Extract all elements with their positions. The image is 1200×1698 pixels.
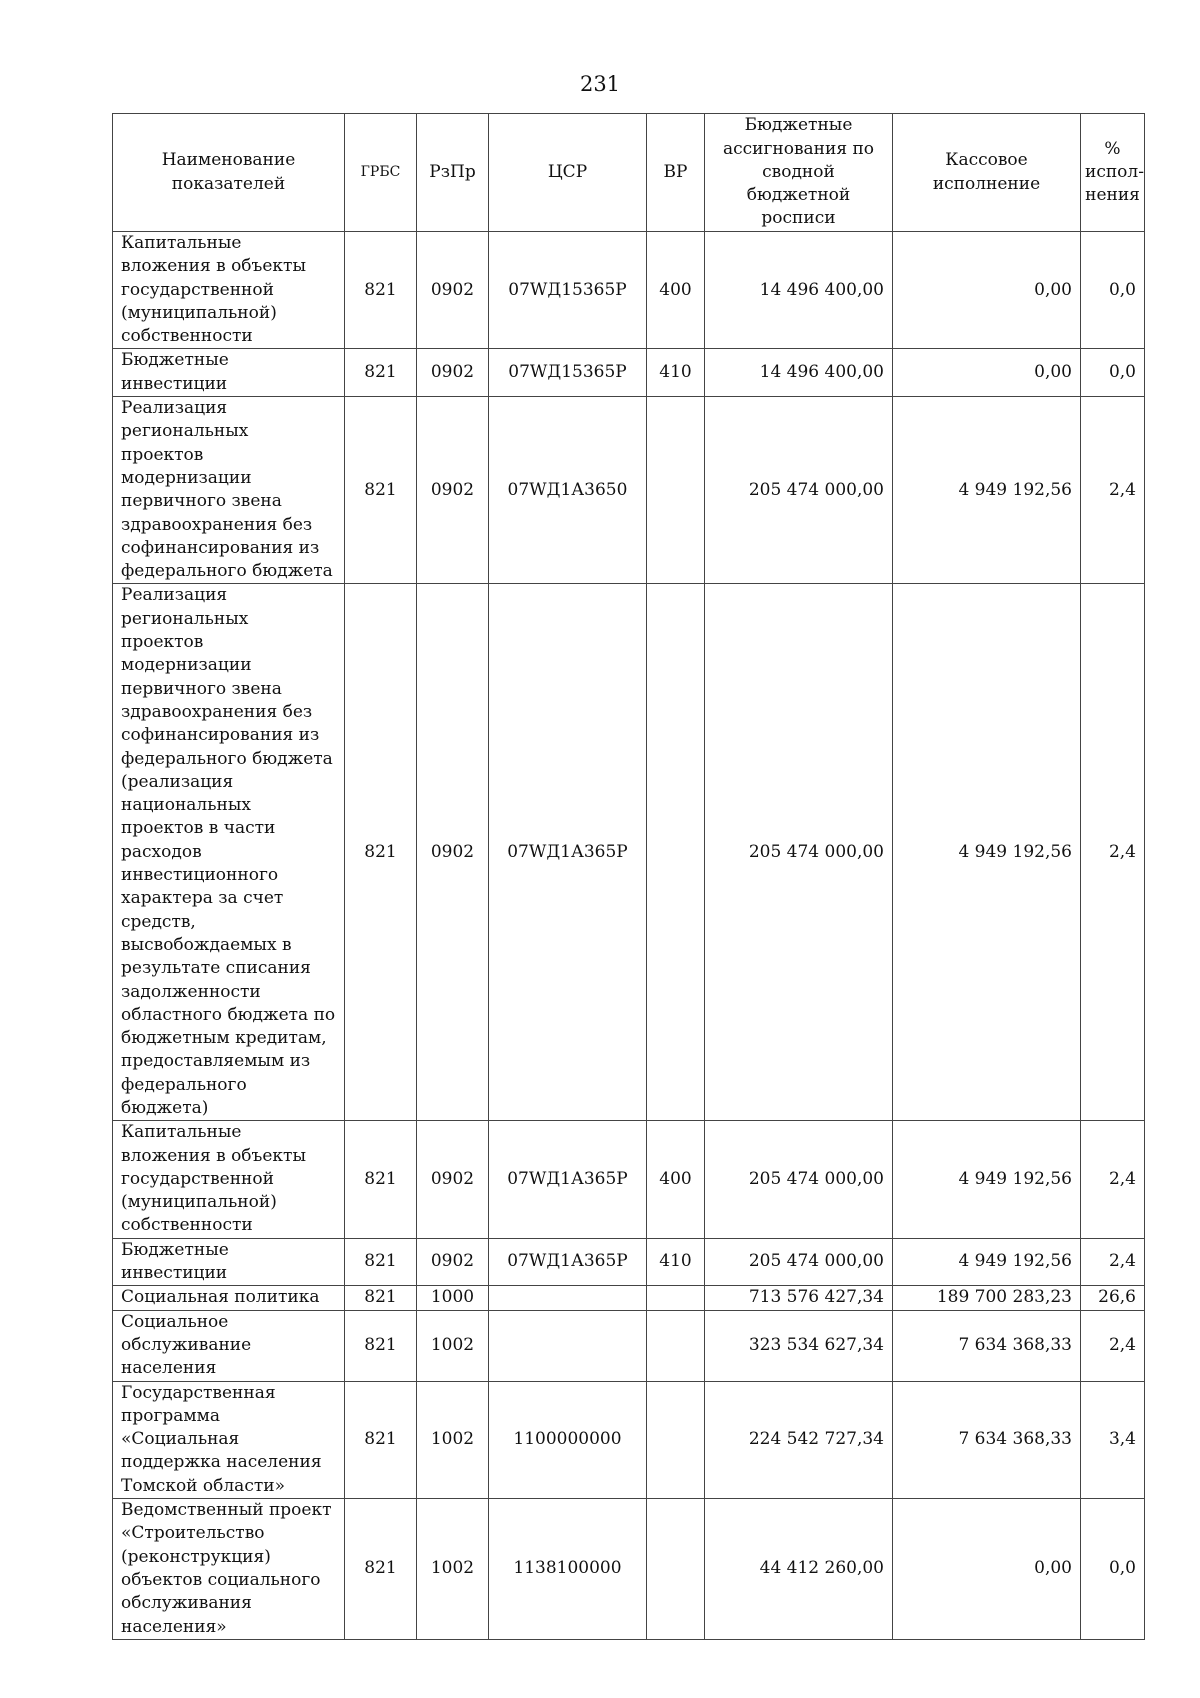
row-vr: 410 (647, 349, 705, 397)
row-budget: 205 474 000,00 (705, 1238, 893, 1286)
row-grbs: 821 (345, 1286, 417, 1310)
row-name: Бюджетные инвестиции (113, 1238, 345, 1286)
row-vr (647, 1499, 705, 1640)
row-vr: 400 (647, 1121, 705, 1238)
header-csr: ЦСР (489, 114, 647, 232)
table-row (113, 1381, 1145, 1498)
row-budget: 14 496 400,00 (705, 349, 893, 397)
row-percent: 0,0 (1081, 349, 1145, 397)
table-body (113, 232, 1145, 1640)
header-grbs: ГРБС (345, 114, 417, 232)
row-name: Ведомственный проект «Строительство (реконструкция) объектов социального обслуживания населения» (113, 1499, 345, 1640)
row-csr: 07WД1А3650 (489, 397, 647, 584)
header-budget: Бюджетные ассигнования по сводной бюджетной росписи (705, 114, 893, 232)
row-name: Государственная программа «Социальная поддержка населения Томской области» (113, 1381, 345, 1498)
row-grbs: 821 (345, 584, 417, 1121)
table-row (113, 349, 1145, 397)
row-cash: 7 634 368,33 (893, 1310, 1081, 1381)
row-cash: 4 949 192,56 (893, 397, 1081, 584)
row-percent: 2,4 (1081, 1121, 1145, 1238)
row-name: Реализация региональных проектов модернизации первичного звена здравоохранения без софинансирования из федерального бюджета (реализация национальных проектов в части расходов инвестиционного характера за счет средств, высвобождаемых в результате списания задолженности областного бюджета по бюджетным кредитам, предоставляемым из федерального бюджета) (113, 584, 345, 1121)
row-csr: 1138100000 (489, 1499, 647, 1640)
row-cash: 4 949 192,56 (893, 584, 1081, 1121)
row-budget: 323 534 627,34 (705, 1310, 893, 1381)
row-vr (647, 1310, 705, 1381)
row-vr: 400 (647, 232, 705, 349)
row-budget: 713 576 427,34 (705, 1286, 893, 1310)
row-grbs: 821 (345, 1310, 417, 1381)
row-budget: 224 542 727,34 (705, 1381, 893, 1498)
table-row (113, 1499, 1145, 1640)
budget-execution-table (112, 113, 1145, 1640)
row-rzpr: 1002 (417, 1499, 489, 1640)
row-rzpr: 1002 (417, 1381, 489, 1498)
row-csr (489, 1286, 647, 1310)
header-percent: % испол-нения (1081, 114, 1145, 232)
row-csr: 1100000000 (489, 1381, 647, 1498)
row-rzpr: 0902 (417, 584, 489, 1121)
row-percent: 2,4 (1081, 1238, 1145, 1286)
row-budget: 205 474 000,00 (705, 584, 893, 1121)
row-cash: 0,00 (893, 232, 1081, 349)
table-row (113, 584, 1145, 1121)
row-grbs: 821 (345, 1121, 417, 1238)
row-rzpr: 1002 (417, 1310, 489, 1381)
table-row (113, 232, 1145, 349)
table-row (113, 1121, 1145, 1238)
page-number: 231 (579, 72, 621, 96)
row-name: Реализация региональных проектов модернизации первичного звена здравоохранения без софинансирования из федерального бюджета (113, 397, 345, 584)
row-name: Социальное обслуживание населения (113, 1310, 345, 1381)
row-name: Капитальные вложения в объекты государственной (муниципальной) собственности (113, 232, 345, 349)
header-cash: Кассовое исполнение (893, 114, 1081, 232)
row-cash: 0,00 (893, 1499, 1081, 1640)
table-row (113, 1286, 1145, 1310)
row-csr: 07WД1А365P (489, 584, 647, 1121)
row-rzpr: 0902 (417, 397, 489, 584)
row-cash: 4 949 192,56 (893, 1238, 1081, 1286)
row-csr: 07WД1А365P (489, 1121, 647, 1238)
row-cash: 189 700 283,23 (893, 1286, 1081, 1310)
row-rzpr: 0902 (417, 232, 489, 349)
header-rzpr: РзПр (417, 114, 489, 232)
header-vr: ВР (647, 114, 705, 232)
row-vr (647, 1286, 705, 1310)
row-percent: 2,4 (1081, 397, 1145, 584)
table-row (113, 1310, 1145, 1381)
row-grbs: 821 (345, 349, 417, 397)
header-name: Наименование показателей (113, 114, 345, 232)
row-budget: 44 412 260,00 (705, 1499, 893, 1640)
row-cash: 4 949 192,56 (893, 1121, 1081, 1238)
row-rzpr: 0902 (417, 1121, 489, 1238)
row-grbs: 821 (345, 232, 417, 349)
row-rzpr: 0902 (417, 1238, 489, 1286)
row-budget: 14 496 400,00 (705, 232, 893, 349)
row-name: Капитальные вложения в объекты государственной (муниципальной) собственности (113, 1121, 345, 1238)
row-csr (489, 1310, 647, 1381)
row-name: Социальная политика (113, 1286, 345, 1310)
row-cash: 7 634 368,33 (893, 1381, 1081, 1498)
row-grbs: 821 (345, 397, 417, 584)
row-rzpr: 1000 (417, 1286, 489, 1310)
row-csr: 07WД15365P (489, 349, 647, 397)
row-percent: 2,4 (1081, 1310, 1145, 1381)
table-header-row (113, 114, 1145, 232)
row-rzpr: 0902 (417, 349, 489, 397)
table-row (113, 397, 1145, 584)
row-budget: 205 474 000,00 (705, 1121, 893, 1238)
row-percent: 3,4 (1081, 1381, 1145, 1498)
row-percent: 0,0 (1081, 232, 1145, 349)
row-percent: 0,0 (1081, 1499, 1145, 1640)
row-cash: 0,00 (893, 349, 1081, 397)
row-name: Бюджетные инвестиции (113, 349, 345, 397)
row-percent: 26,6 (1081, 1286, 1145, 1310)
row-csr: 07WД1А365P (489, 1238, 647, 1286)
row-vr (647, 1381, 705, 1498)
table-row (113, 1238, 1145, 1286)
row-budget: 205 474 000,00 (705, 397, 893, 584)
row-grbs: 821 (345, 1238, 417, 1286)
row-csr: 07WД15365P (489, 232, 647, 349)
row-grbs: 821 (345, 1381, 417, 1498)
row-vr: 410 (647, 1238, 705, 1286)
row-vr (647, 584, 705, 1121)
row-grbs: 821 (345, 1499, 417, 1640)
row-percent: 2,4 (1081, 584, 1145, 1121)
row-vr (647, 397, 705, 584)
